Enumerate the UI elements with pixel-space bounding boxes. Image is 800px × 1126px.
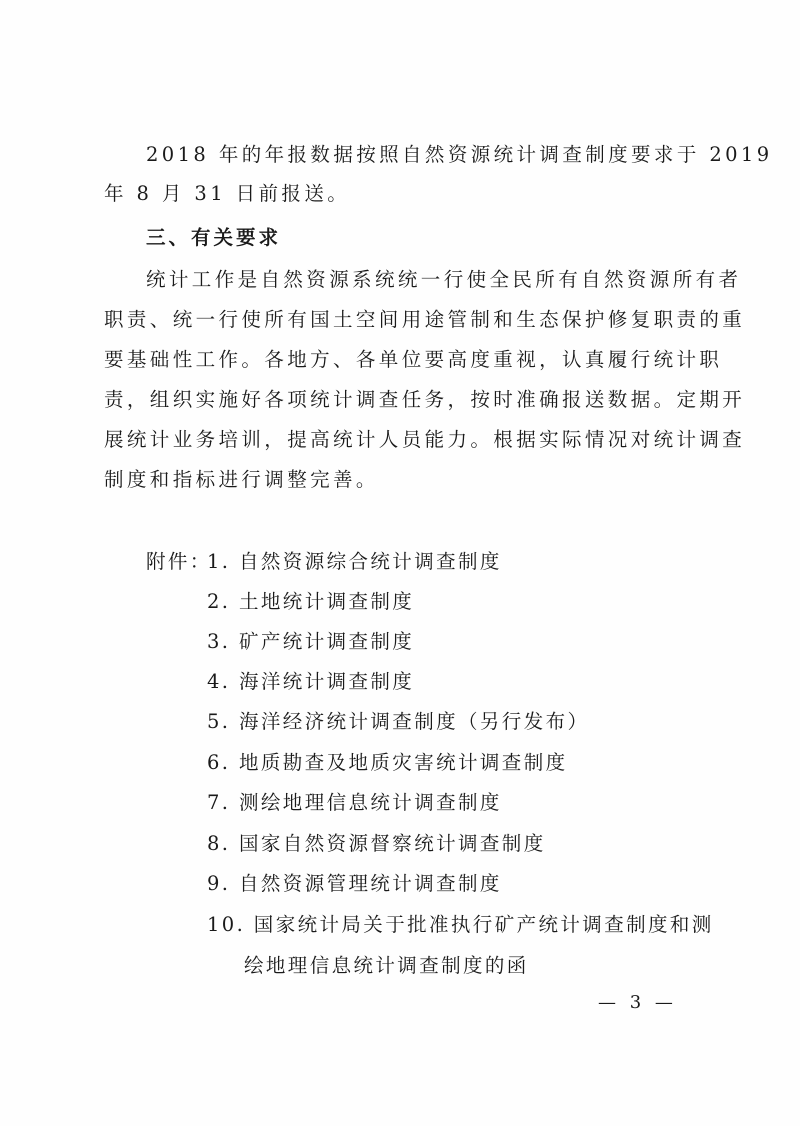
attachment-item: 7. 测绘地理信息统计调查制度 <box>207 791 502 814</box>
paragraph-line: 制度和指标进行调整完善。 <box>104 468 379 491</box>
attachment-item: 10. 国家统计局关于批准执行矿产统计调查制度和测 <box>207 913 714 936</box>
attachment-item: 8. 国家自然资源督察统计调查制度 <box>207 832 546 855</box>
attachment-item: 3. 矿产统计调查制度 <box>207 630 415 653</box>
attachment-item: 4. 海洋统计调查制度 <box>207 670 415 693</box>
paragraph-line: 责，组织实施好各项统计调查任务，按时准确报送数据。定期开 <box>104 388 746 411</box>
section-heading: 三、有关要求 <box>146 226 282 249</box>
attachment-item: 9. 自然资源管理统计调查制度 <box>207 872 502 895</box>
attachment-item-continuation: 绘地理信息统计调查制度的函 <box>244 954 529 977</box>
attachment-item: 6. 地质勘查及地质灾害统计调查制度 <box>207 751 568 774</box>
paragraph-line: 年 8 月 31 日前报送。 <box>104 182 351 205</box>
paragraph-line: 统计工作是自然资源系统统一行使全民所有自然资源所有者 <box>146 268 742 291</box>
attachment-item: 2. 土地统计调查制度 <box>207 590 415 613</box>
attachment-item: 5. 海洋经济统计调查制度（另行发布） <box>207 710 590 733</box>
page-number: — 3 — <box>598 992 677 1013</box>
attachment-item: 1. 自然资源综合统计调查制度 <box>207 550 502 573</box>
paragraph-line: 2018 年的年报数据按照自然资源统计调查制度要求于 2019 <box>146 143 773 166</box>
paragraph-line: 职责、统一行使所有国土空间用途管制和生态保护修复职责的重 <box>104 308 746 331</box>
paragraph-line: 要基础性工作。各地方、各单位要高度重视，认真履行统计职 <box>104 348 723 371</box>
paragraph-line: 展统计业务培训，提高统计人员能力。根据实际情况对统计调查 <box>104 428 746 451</box>
attachments-label: 附件： <box>146 550 212 573</box>
